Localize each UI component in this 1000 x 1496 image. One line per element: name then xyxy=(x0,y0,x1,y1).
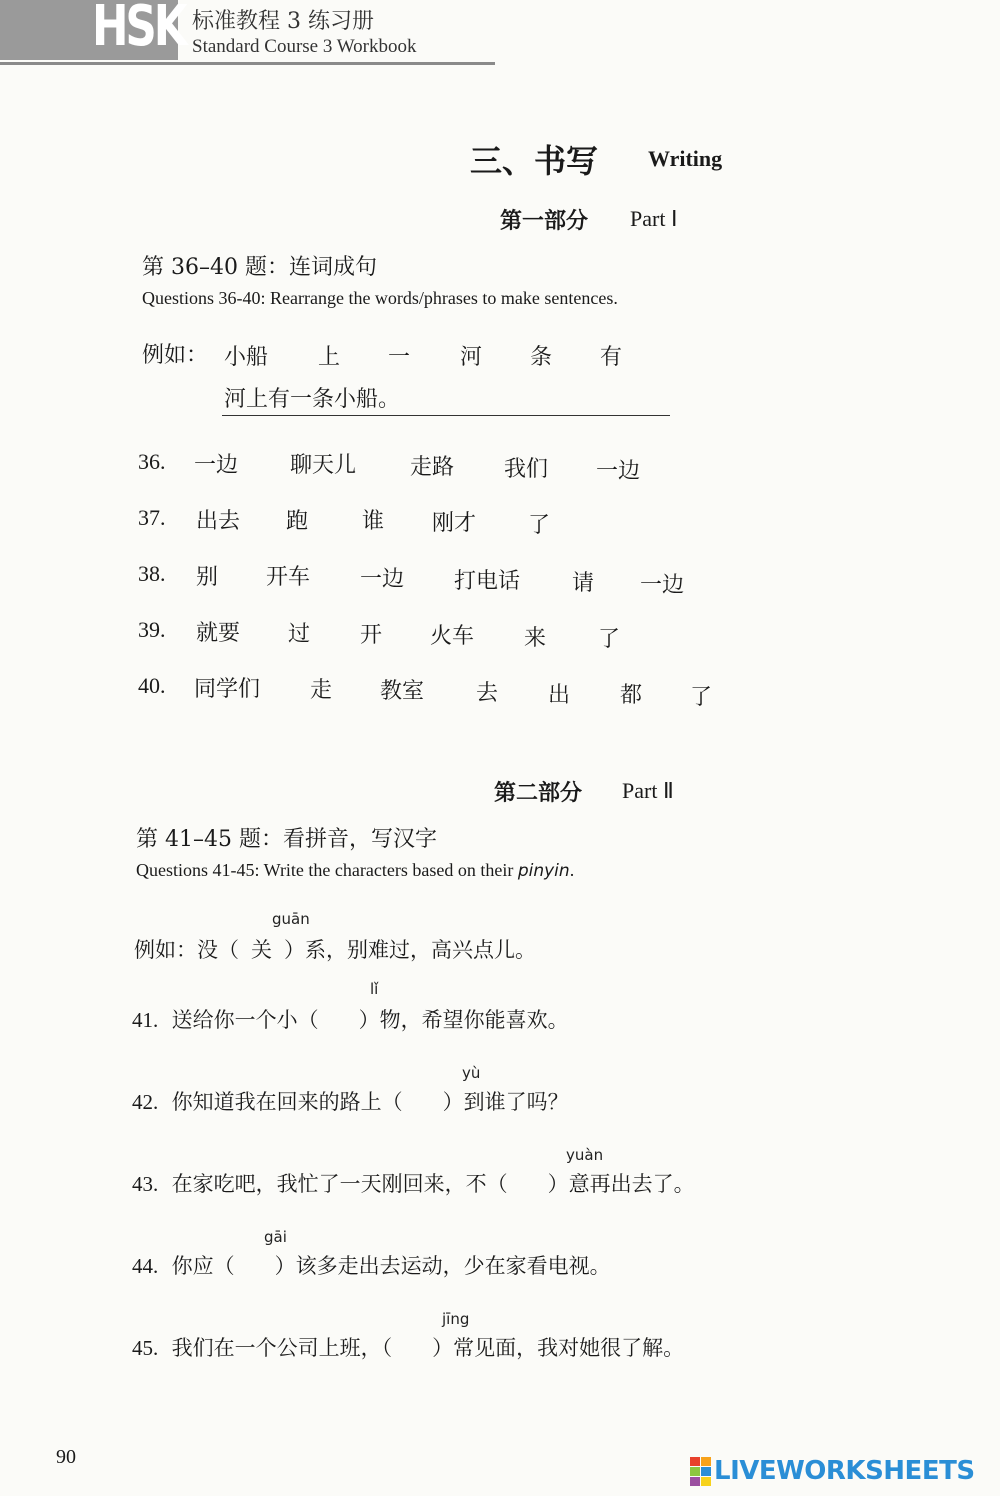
header-title-cn: 标准教程 3 练习册 xyxy=(192,9,374,34)
word-chip[interactable]: 谁 xyxy=(362,509,385,534)
section-title-en: Writing xyxy=(648,146,723,171)
question-number: 36. xyxy=(138,449,166,474)
word-chip[interactable]: 了 xyxy=(528,513,551,538)
liveworksheets-text: LIVEWORKSHEETS xyxy=(714,1456,975,1486)
part2-instruction-en: Questions 41-45: Write the characters based on their pinyin. xyxy=(136,860,575,881)
question-number: 39. xyxy=(138,617,166,642)
question-40 xyxy=(138,672,738,710)
example-pinyin: guān xyxy=(272,910,310,928)
question-41: 41. 送给你一个小（ ）物，希望你能喜欢。 xyxy=(132,1008,569,1032)
word-chip[interactable]: 了 xyxy=(598,627,621,652)
part1-instruction-cn: 第 36–40 题：连词成句 xyxy=(142,255,377,280)
question-43-pinyin: yuàn xyxy=(566,1146,604,1164)
word-chip[interactable]: 聊天儿 xyxy=(290,453,357,478)
example-word: 有 xyxy=(600,345,623,370)
word-chip[interactable]: 过 xyxy=(288,622,311,647)
word-chip[interactable]: 就要 xyxy=(196,621,241,646)
question-42-pinyin: yù xyxy=(462,1064,481,1082)
word-chip[interactable]: 出 xyxy=(548,683,571,708)
word-chip[interactable]: 了 xyxy=(690,685,713,710)
liveworksheets-watermark xyxy=(690,1456,975,1486)
example-word: 条 xyxy=(530,345,553,370)
word-chip[interactable]: 同学们 xyxy=(194,677,261,702)
word-chip[interactable]: 出去 xyxy=(196,509,241,534)
word-chip[interactable]: 刚才 xyxy=(432,511,477,536)
word-chip[interactable]: 别 xyxy=(196,565,219,590)
word-chip[interactable]: 来 xyxy=(524,626,547,651)
question-number: 37. xyxy=(138,505,166,530)
part1-label-en: Part Ⅰ xyxy=(630,206,678,231)
question-44-pinyin: gāi xyxy=(264,1228,287,1246)
example-word: 小船 xyxy=(224,345,269,370)
word-chip[interactable]: 跑 xyxy=(286,509,309,534)
example-label: 例如： xyxy=(142,343,209,368)
word-chip[interactable]: 一边 xyxy=(596,459,641,484)
question-number: 40. xyxy=(138,673,166,698)
question-39 xyxy=(138,616,738,650)
word-chip[interactable]: 去 xyxy=(476,681,499,706)
word-chip[interactable]: 走路 xyxy=(410,455,455,480)
word-chip[interactable]: 开车 xyxy=(266,565,311,590)
page-number: 90 xyxy=(56,1446,76,1468)
example-answer: 河上有一条小船。 xyxy=(224,387,401,412)
question-41-pinyin: lǐ xyxy=(370,980,379,998)
question-37 xyxy=(138,504,738,538)
part2-example: 例如：没（ 关 ）系，别难过，高兴点儿。 xyxy=(134,938,536,962)
part1-instruction-en: Questions 36-40: Rearrange the words/phrases to make sentences. xyxy=(142,288,618,308)
word-chip[interactable]: 一边 xyxy=(194,453,239,478)
word-chip[interactable]: 都 xyxy=(620,683,643,708)
word-chip[interactable]: 火车 xyxy=(430,624,475,649)
part1-example xyxy=(142,338,742,372)
part2-instruction-cn: 第 41–45 题：看拼音，写汉字 xyxy=(136,827,437,852)
header-divider xyxy=(0,62,495,65)
word-chip[interactable]: 教室 xyxy=(380,679,425,704)
word-chip[interactable]: 请 xyxy=(572,571,595,596)
question-45: 45. 我们在一个公司上班，（ ）常见面，我对她很了解。 xyxy=(132,1336,685,1360)
example-word: 一 xyxy=(388,345,411,370)
example-answer-char: 关 xyxy=(251,938,272,962)
word-chip[interactable]: 走 xyxy=(310,678,333,703)
word-chip[interactable]: 一边 xyxy=(360,567,405,592)
part1-label-cn: 第一部分 xyxy=(500,208,589,234)
question-number: 38. xyxy=(138,561,166,586)
word-chip[interactable]: 我们 xyxy=(504,457,549,482)
section-title-cn: 三、书写 xyxy=(470,142,599,180)
question-45-pinyin: jīng xyxy=(442,1310,470,1328)
word-chip[interactable]: 打电话 xyxy=(454,569,521,594)
word-chip[interactable]: 一边 xyxy=(640,573,685,598)
part2-label-en: Part Ⅱ xyxy=(622,778,674,803)
hsk-logo: HSK xyxy=(0,0,178,60)
liveworksheets-logo-icon xyxy=(690,1457,710,1485)
part2-label-cn: 第二部分 xyxy=(494,780,583,806)
question-44: 44. 你应（ ）该多走出去运动，少在家看电视。 xyxy=(132,1254,611,1278)
example-word: 河 xyxy=(460,345,483,370)
question-42: 42. 你知道我在回来的路上（ ）到谁了吗？ xyxy=(132,1090,569,1114)
word-chip[interactable]: 开 xyxy=(360,623,383,648)
question-36 xyxy=(138,448,738,482)
header-title-en: Standard Course 3 Workbook xyxy=(192,36,417,57)
question-43: 43. 在家吃吧，我忙了一天刚回来，不（ ）意再出去了。 xyxy=(132,1172,695,1196)
question-38 xyxy=(138,560,738,598)
example-word: 上 xyxy=(318,345,341,370)
example-answer-underline xyxy=(222,415,670,416)
